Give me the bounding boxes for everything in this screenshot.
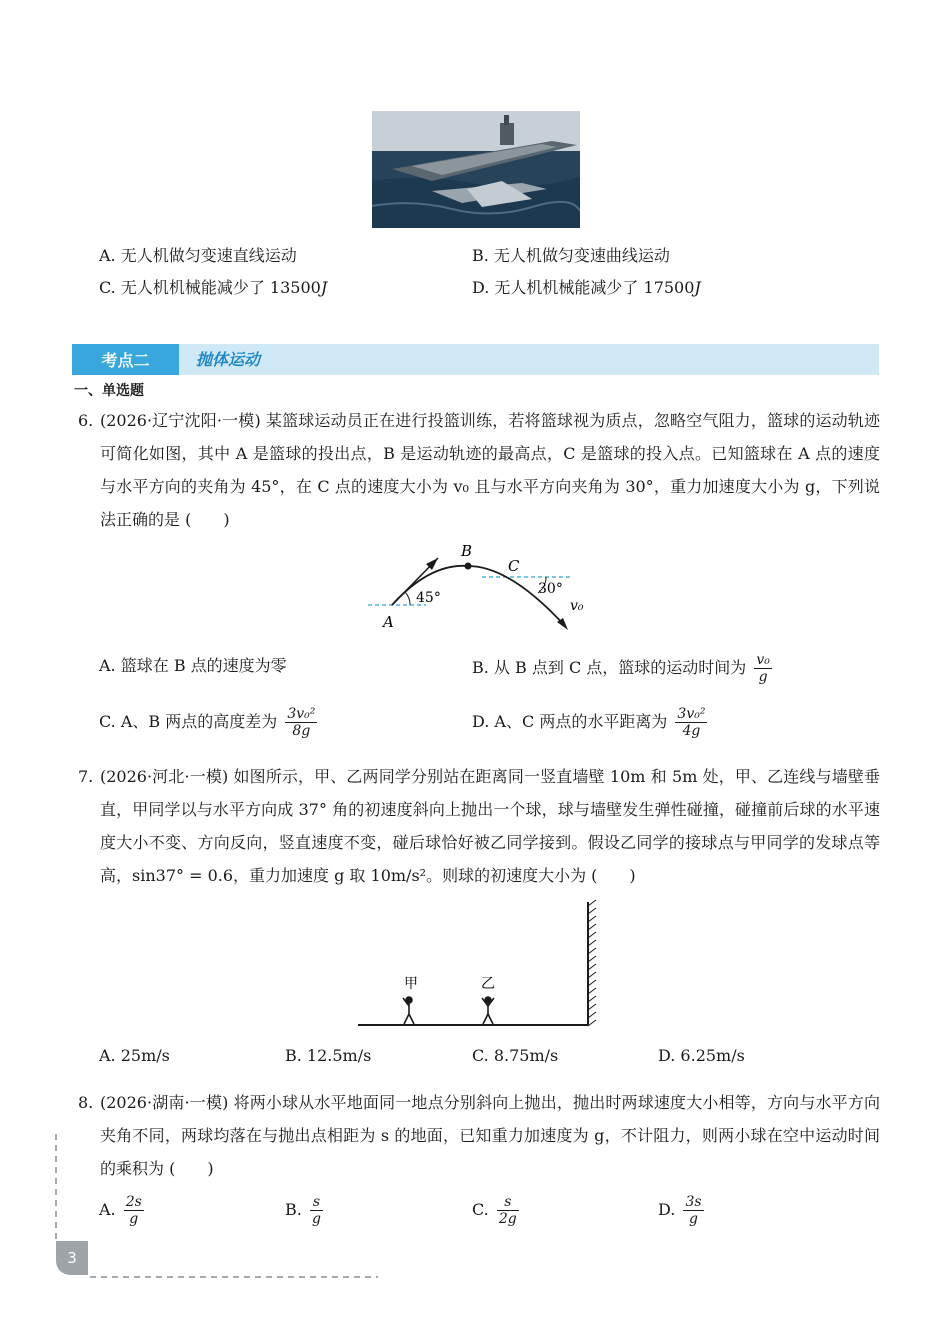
subhead: 一、单选题: [74, 383, 144, 399]
aircraft-carrier-photo: [372, 111, 580, 228]
label-v0: v₀: [570, 598, 584, 614]
question-number: 6.: [78, 411, 94, 430]
question-text: (2026·辽宁沈阳·一模) 某篮球运动员正在进行投篮训练，若将篮球视为质点，忽略空气阻力，篮球的运动轨迹可简化如图，其中 A 是篮球的投出点，B 是运动轨迹的最高点，C 是篮球的投入点。已知篮球在 A 点的速度与水平方向的夹角为 45°，在 C 点的速度大小为 v₀ 且与水平方向夹角为 30°，重力加速度大小为 g，下列说法正确的是 ( ): [100, 411, 880, 529]
student-yi: [482, 997, 494, 1024]
q6-option-d: D. A、C 两点的水平距离为 $\frac{\text{3v₀²}}{4g}$: [472, 706, 706, 739]
question-7: [78, 760, 880, 892]
q5-option-d: D. 无人机机械能减少了 17500J: [472, 278, 701, 297]
q7-option-a: A. 25m/s: [99, 1046, 170, 1065]
label-b: B: [461, 542, 473, 560]
q7-option-d: D. 6.25m/s: [658, 1046, 745, 1065]
q5-option-a: A. 无人机做匀变速直线运动: [99, 246, 297, 265]
question-number: 7.: [78, 767, 94, 786]
student-jia: [403, 997, 414, 1024]
q7-option-c: C. 8.75m/s: [472, 1046, 559, 1065]
label-jia: 甲: [404, 976, 418, 992]
wall-throw-figure: [355, 898, 605, 1030]
question-6: [78, 404, 880, 536]
section-tag: 考点二: [72, 344, 179, 375]
q5-option-b: B. 无人机做匀变速曲线运动: [472, 246, 670, 265]
q7-option-b: B. 12.5m/s: [285, 1046, 372, 1065]
q8-option-b: B. $\frac{s}{g}$: [285, 1194, 321, 1227]
page-number: 3: [56, 1241, 88, 1275]
q6-option-c: C. A、B 两点的高度差为 $\frac{\text{3v₀²}}{8g}$: [99, 706, 316, 739]
label-yi: 乙: [481, 976, 495, 992]
angle-45: 45°: [416, 590, 441, 606]
q8-option-d: D. $\frac{3s}{g}$: [658, 1194, 702, 1227]
q6-option-a: A. 篮球在 B 点的速度为零: [99, 656, 287, 675]
basketball-trajectory-figure: [360, 538, 600, 638]
angle-30: 30°: [538, 581, 563, 597]
q6-option-b: B. 从 B 点到 C 点，篮球的运动时间为 $\frac{\text{v₀}}{g}$: [472, 652, 770, 685]
q5-option-c: C. 无人机机械能减少了 13500J: [99, 278, 328, 297]
q8-option-c: C. $\frac{s}{2g}$: [472, 1194, 517, 1227]
label-a: A: [383, 613, 394, 631]
q8-option-a: A. $\frac{2s}{g}$: [99, 1194, 142, 1227]
question-number: 8.: [78, 1093, 94, 1112]
page-corner-decoration: [50, 1130, 390, 1285]
label-c: C: [508, 557, 520, 575]
question-text: (2026·河北·一模) 如图所示，甲、乙两同学分别站在距离同一竖直墙壁 10m 和 5m 处，甲、乙连线与墙壁垂直，甲同学以与水平方向成 37° 角的初速度斜向上抛出一个球，球与墙壁发生弹性碰撞，碰撞前后球的水平速度大小不变、方向反向，竖直速度不变，碰后球恰好被乙同学接到。假设乙同学的接球点与甲同学的发球点等高，sin37° = 0.6，重力加速度 g 取 10m/s²。则球的初速度大小为 ( ): [100, 767, 880, 885]
question-text: (2026·湖南·一模) 将两小球从水平地面同一地点分别斜向上抛出，抛出时两球速度大小相等，方向与水平方向夹角不同，两球均落在与抛出点相距为 s 的地面，已知重力加速度为 g，不计阻力，则两小球在空中运动时间的乘积为 ( ): [100, 1093, 880, 1178]
section-title: 抛体运动: [196, 350, 261, 369]
section-bar: [72, 344, 879, 375]
